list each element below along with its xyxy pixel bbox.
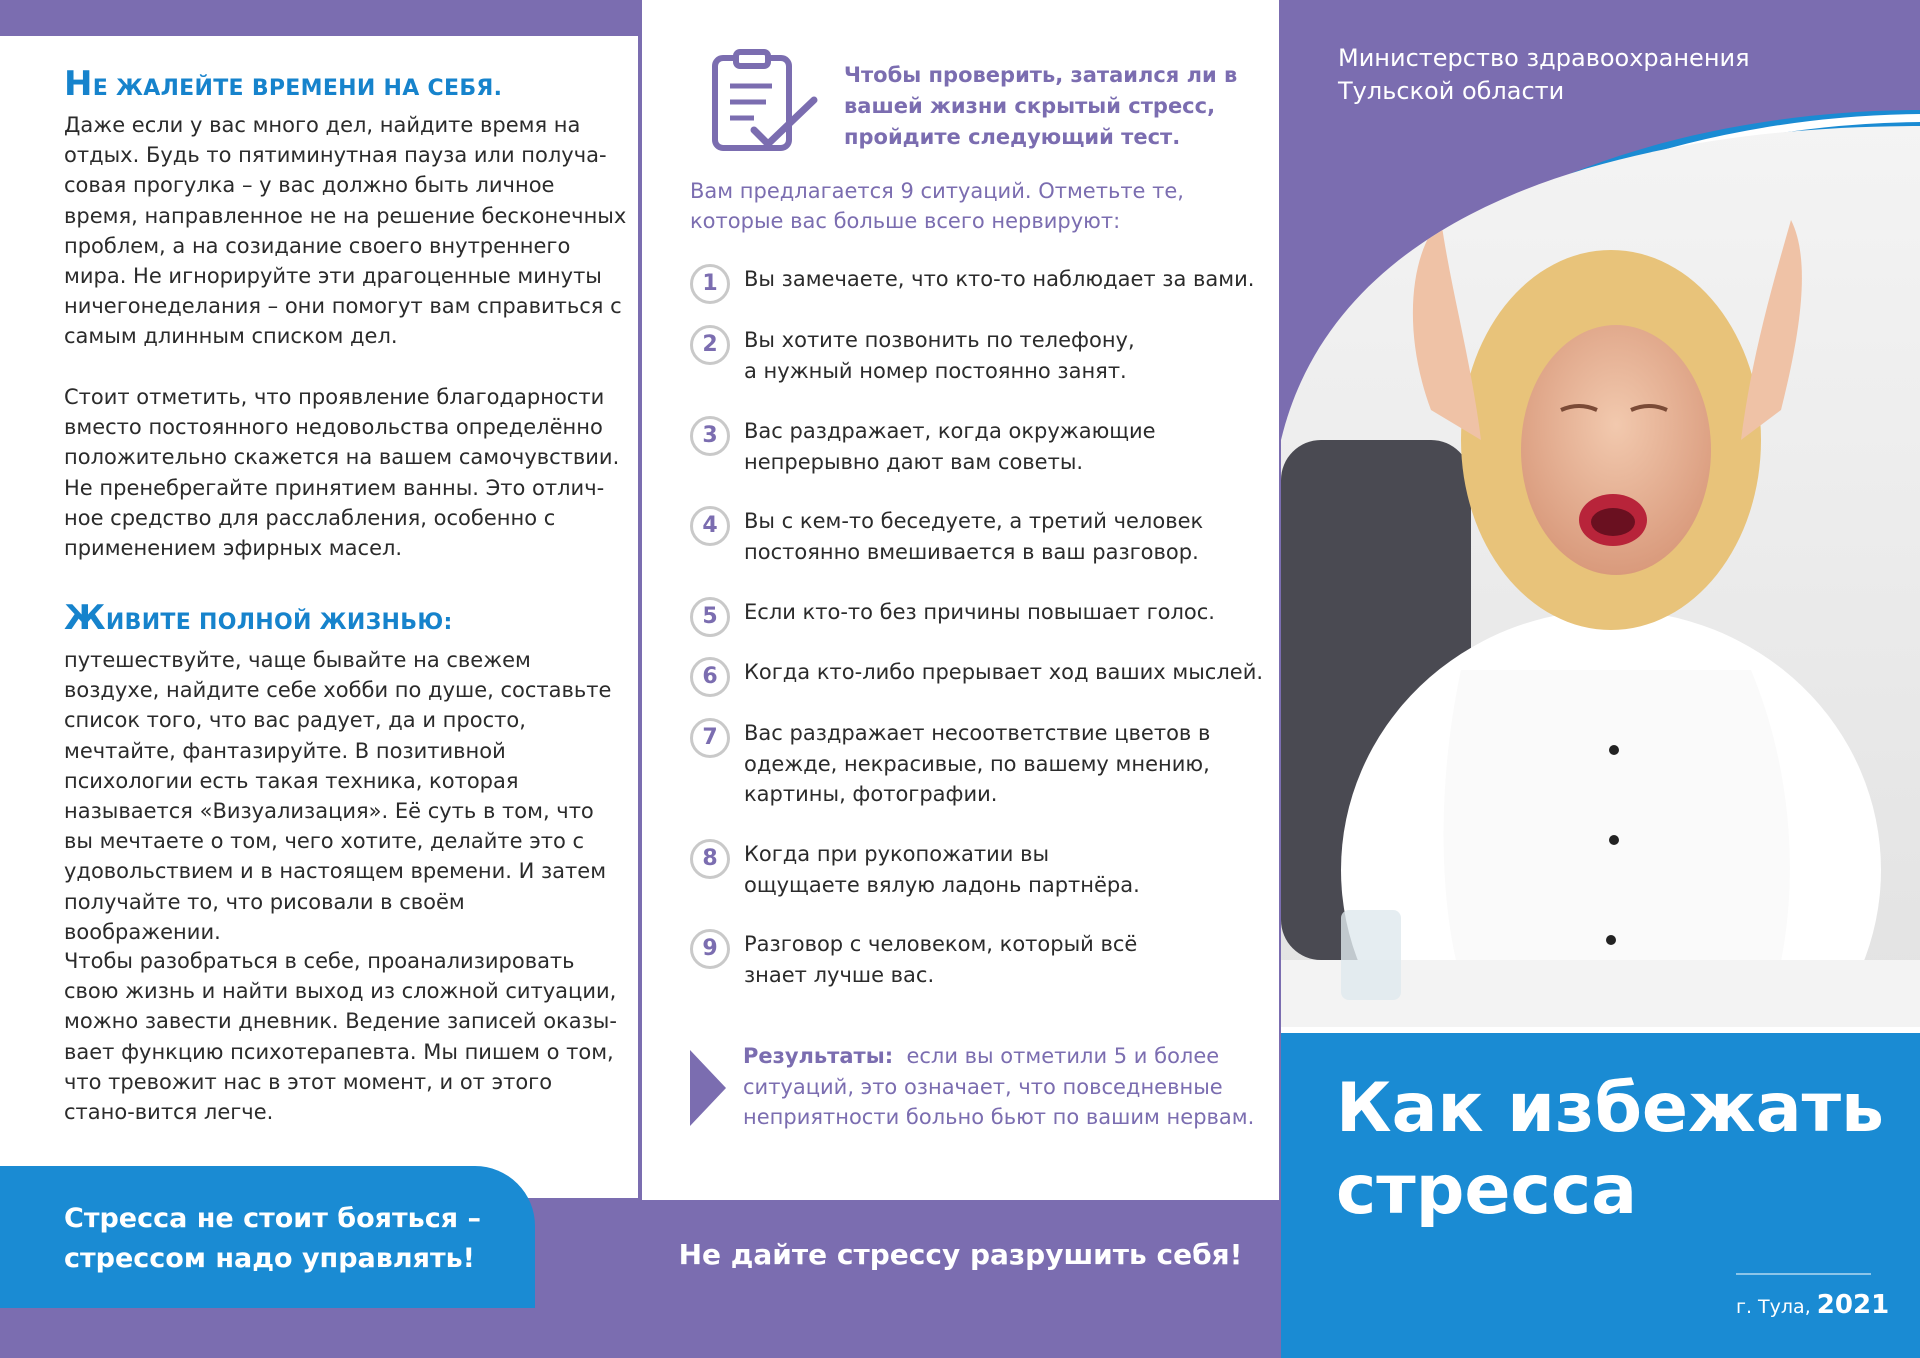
item-text: Вас раздражает, когда окружающие непрерывно дают вам советы. <box>744 419 1156 474</box>
results-body: если вы отметили 5 и более ситуаций, это означает, что повседневные неприятности больно бьют по вашим нервам. <box>743 1044 1255 1129</box>
test-title: Чтобы проверить, затаился ли в вашей жизни скрытый стресс, пройдите следующий тест. <box>844 63 1238 149</box>
item-number: 8 <box>690 839 730 879</box>
results-text <box>743 1041 1273 1133</box>
title-line-2: стресса <box>1336 1151 1638 1230</box>
section1-paragraph-2: Стоит отметить, что проявление благодарности вместо постоянного недовольства определённо положительно скажется на вашем самочувствии. Не пренебрегайте принятием ванны. Это отлич-ное средство для расслабления, особенно с применением эфирных масел. <box>64 385 620 561</box>
item-number: 3 <box>690 416 730 456</box>
city: г. Тула, <box>1736 1296 1811 1318</box>
item-text: Вы с кем-то беседуете, а третий человек постоянно вмешивается в ваш разговор. <box>744 509 1204 564</box>
section2-paragraph-2: Чтобы разобраться в себе, проанализировать свою жизнь и найти выход из сложной ситуации, можно завести дневник. Ведение записей оказы-вает функцию психотерапевта. Мы пишем о том, что тревожит нас в этот момент, и от этого стано-вится легче. <box>64 949 617 1125</box>
item-text: Когда кто-либо прерывает ход ваших мыслей. <box>744 660 1264 684</box>
ministry-line-2: Тульской области <box>1338 77 1565 105</box>
item-text: Когда при рукопожатии вы ощущаете вялую ладонь партнёра. <box>744 842 1140 897</box>
item-number: 9 <box>690 929 730 969</box>
year: 2021 <box>1816 1290 1890 1320</box>
item-number: 5 <box>690 597 730 637</box>
banner-line-2: стрессом надо управлять! <box>64 1243 475 1274</box>
arrow-right-icon <box>690 1050 726 1126</box>
item-number: 6 <box>690 657 730 697</box>
results-label: Результаты: <box>743 1044 894 1068</box>
item-text: Вас раздражает несоответствие цветов в одежде, некрасивые, по вашему мнению, картины, фотографии. <box>744 721 1211 806</box>
section1-paragraph-1: Даже если у вас много дел, найдите время на отдых. Будь то пятиминутная пауза или получа-совая прогулка – у вас должно быть личное время, направленное не на решение бесконечных проблем, а на созидание своего внутреннего мира. Не игнорируйте эти драгоценные минуты ничегонеделания – они помогут вам справиться с самым длинным списком дел. <box>64 113 627 349</box>
item-text: Если кто-то без причины повышает голос. <box>744 600 1215 624</box>
bottom-slogan: Не дайте стрессу разрушить себя! <box>678 1238 1243 1271</box>
section2-paragraph-1: путешествуйте, чаще бывайте на свежем воздухе, найдите себе хобби по душе, составьте список того, что вас радует, да и просто, мечтайте, фантазируйте. В позитивной психологии есть такая техника, которая называется «Визуализация». Её суть в том, что вы мечтаете о том, чего хотите, делайте это с удовольствием и в настоящем времени. И затем получайте то, что рисовали в своём воображении. <box>64 648 612 944</box>
item-number: 1 <box>690 264 730 304</box>
item-text: Вы замечаете, что кто-то наблюдает за вами. <box>744 267 1255 291</box>
banner-line-1: Стресса не стоит бояться – <box>64 1203 481 1234</box>
item-number: 7 <box>690 718 730 758</box>
item-text: Разговор с человеком, который всё знает лучше вас. <box>744 932 1138 987</box>
item-text: Вы хотите позвонить по телефону, а нужный номер постоянно занят. <box>744 328 1135 383</box>
item-number: 2 <box>690 325 730 365</box>
section-heading-live-fully: ЖИВИТЕ ПОЛНОЙ ЖИЗНЬЮ: <box>64 598 453 638</box>
title-line-1: Как избежать <box>1336 1069 1885 1148</box>
item-number: 4 <box>690 506 730 546</box>
test-intro: Вам предлагается 9 ситуаций. Отметьте те, которые вас больше всего нервируют: <box>690 179 1184 233</box>
clipboard-check-icon <box>710 48 820 158</box>
section-heading-rest-time: НЕ ЖАЛЕЙТЕ ВРЕМЕНИ НА СЕБЯ. <box>64 64 503 104</box>
city-year <box>1736 1290 1889 1320</box>
ministry-line-1: Министерство здравоохранения <box>1338 44 1750 72</box>
